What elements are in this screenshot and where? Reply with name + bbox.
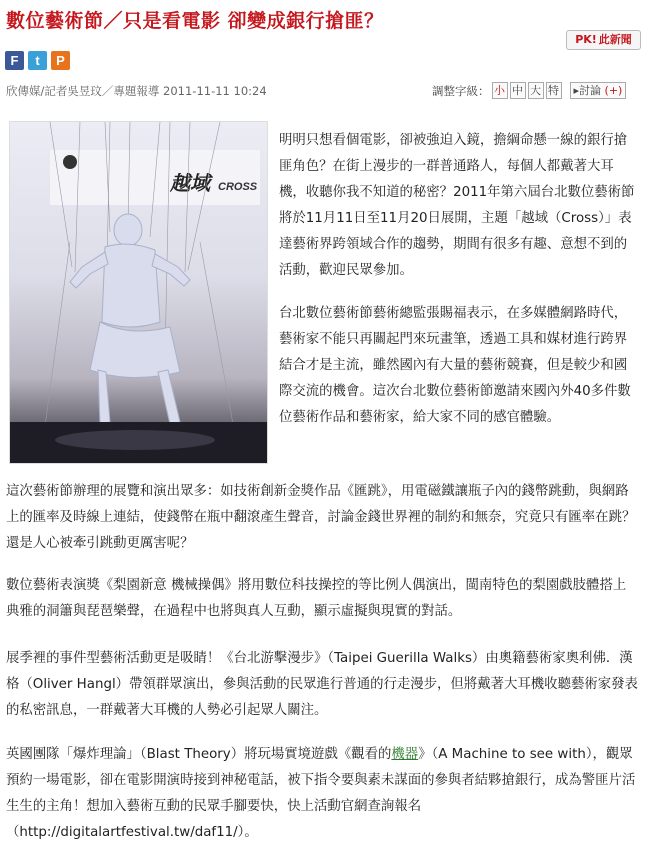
- plurk-icon[interactable]: P: [51, 51, 70, 70]
- discuss-plus: (+): [604, 84, 623, 97]
- font-large-button[interactable]: 大: [528, 82, 544, 99]
- sign-text-en: CROSS: [218, 181, 258, 193]
- paragraph-6-before: 英國團隊「爆炸理論」（Blast Theory）將玩場實境遊戲《觀看的: [6, 747, 392, 762]
- font-small-button[interactable]: 小: [492, 82, 508, 99]
- pk-mark: PK!: [575, 33, 597, 46]
- twitter-icon[interactable]: t: [28, 51, 47, 70]
- font-size-label: 調整字級：: [432, 83, 490, 98]
- pk-label: 此新聞: [598, 33, 632, 46]
- sign-text: 越域: [170, 173, 210, 195]
- discuss-label: 討論: [579, 84, 602, 97]
- font-size-control: [432, 82, 626, 99]
- social-share-bar: [5, 51, 70, 70]
- stage-shadow: [55, 430, 215, 450]
- paragraph-1: 明明只想看個電影，卻被強迫入鏡，擔綱命懸一線的銀行搶匪角色？在街上漫步的一群普通路人，每個人都戴著大耳機，收聽你我不知道的秘密？2011年第六屆台北數位藝術節將於11月11日至11月20日展開，主題「越域（Cross）」表達藝術界跨領域合作的趨勢，期間有很多有趣、意想不到的活動，歡迎民眾參加。: [279, 133, 635, 278]
- puppet-figure: [70, 214, 190, 424]
- paragraph-4: 數位藝術表演獎《梨園新意 機械操偶》將用數位科技操控的等比例人偶演出，閩南特色的梨園戲肢體搭上典雅的洞簫與琵琶樂聲，在過程中也將與真人互動，顯示虛擬與現實的對話。: [6, 578, 627, 619]
- discuss-button[interactable]: ▸討論 (+): [570, 82, 627, 99]
- festival-logo: [63, 155, 77, 169]
- article-title: 數位藝術節／只是看電影 卻變成銀行搶匪？: [6, 10, 384, 32]
- paragraph-5: 展季裡的事件型藝術活動更是吸睛！《台北游擊漫步》（Taipei Guerilla Walks）由奧籍藝術家奧利佛．漢格（Oliver Hangl）帶領群眾演出，參與活動的民眾進行普通的行走漫步，但將戴著大耳機收聽藝術家發表的私密訊息，一群戴著大耳機的人勢必引起眾人關注。: [6, 651, 638, 718]
- paragraph-3: 這次藝術節辦理的展覽和演出眾多：如技術創新金獎作品《匯跳》，用電磁鐵讓瓶子內的錢幣跳動，與網路上的匯率及時線上連結，使錢幣在瓶中翻滾產生聲音，討論金錢世界裡的制約和無奈，究竟只有匯率在跳？還是人心被牽引跳動更厲害呢？: [6, 484, 636, 551]
- paragraph-6-after: 》（A Machine to see with），觀眾預約一場電影，卻在電影開演時接到神秘電話，被下指令要與素未謀面的參與者結夥搶銀行，成為警匪片活生生的主角！想加入藝術互動的民眾手腳要快，快上活動官網查詢報名（http://digitalartfestival.tw/daf11/）。: [6, 747, 636, 840]
- machine-keyword-link[interactable]: 機器: [391, 747, 419, 762]
- puppet-photo-illustration: [10, 122, 267, 463]
- article-byline: 欣傳媒/記者吳昱玟／專題報導 2011-11-11 10:24: [6, 84, 267, 98]
- paragraph-6: [6, 742, 638, 846]
- font-medium-button[interactable]: 中: [510, 82, 526, 99]
- pk-news-button[interactable]: [566, 30, 641, 50]
- font-xlarge-button[interactable]: 特: [546, 82, 562, 99]
- paragraph-2: 台北數位藝術節藝術總監張賜福表示，在多媒體網路時代，藝術家不能只再關起門來玩畫筆，透過工具和媒材進行跨界結合才是主流，雖然國內有大量的藝術競賽，但是較少和國際交流的機會。這次台北數位藝術節邀請來國內外40多件數位藝術作品和藝術家，給大家不同的感官體驗。: [279, 306, 631, 425]
- facebook-icon[interactable]: F: [5, 51, 24, 70]
- article-photo: [9, 121, 268, 464]
